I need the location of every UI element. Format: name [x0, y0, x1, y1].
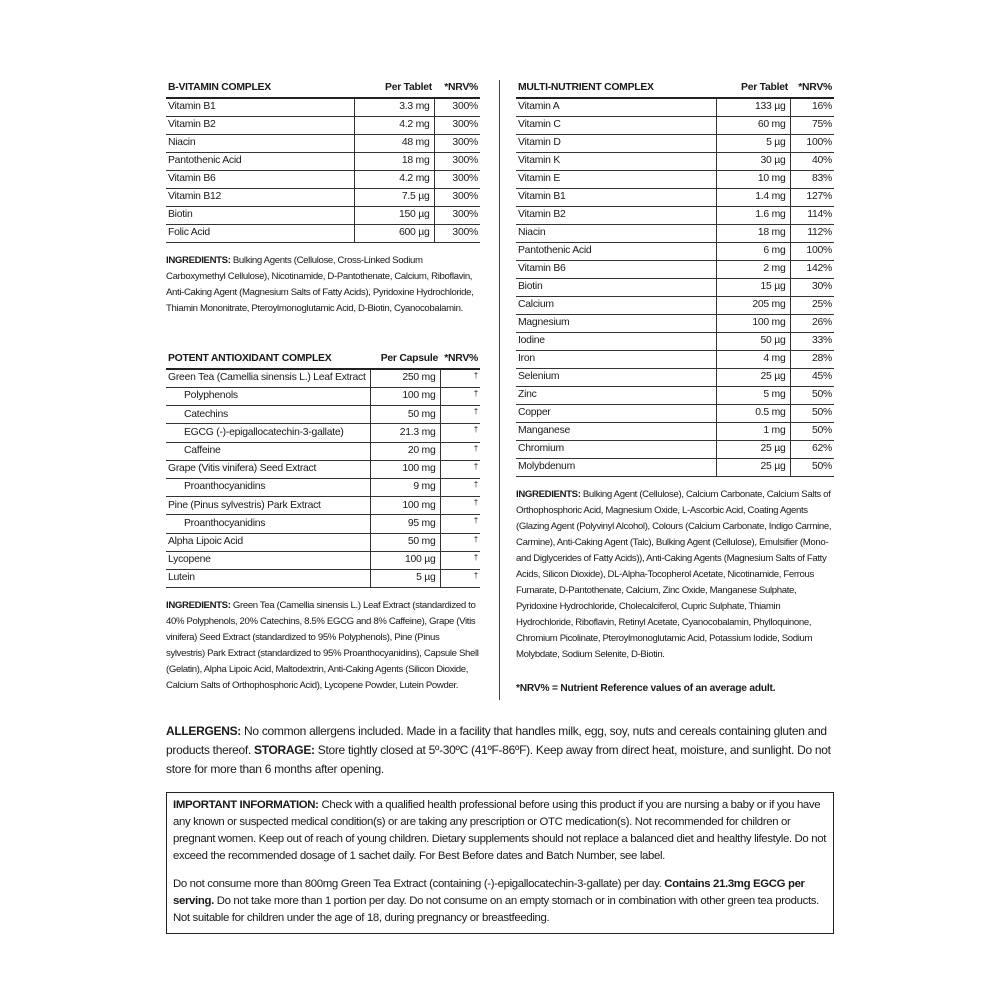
- nutrient-name: Manganese: [516, 422, 716, 440]
- table-row: [516, 440, 834, 458]
- nutrient-nrv: 300%: [434, 98, 480, 116]
- table-row: [516, 206, 834, 224]
- nutrient-nrv: 50%: [790, 458, 834, 476]
- nutrient-name: Lycopene: [166, 551, 370, 569]
- table-row: [516, 134, 834, 152]
- nutrient-amount: 2 mg: [716, 260, 790, 278]
- table-row: [516, 170, 834, 188]
- nutrient-nrv: †: [440, 424, 480, 442]
- table-row: [516, 224, 834, 242]
- nutrient-amount: 4.2 mg: [354, 170, 434, 188]
- nutrient-name: Pantothenic Acid: [516, 242, 716, 260]
- nutrient-nrv: 50%: [790, 404, 834, 422]
- column-header-amount: Per Tablet: [354, 80, 434, 98]
- table-title: POTENT ANTIOXIDANT COMPLEX: [166, 351, 370, 369]
- nutrient-name: Grape (Vitis vinifera) Seed Extract: [166, 460, 370, 478]
- column-divider: [499, 80, 500, 700]
- nutrient-amount: 6 mg: [716, 242, 790, 260]
- important-info-text: Check with a qualified health professional before using this product if you are nursing a baby or if you have any known or suspected medical condition(s) or are taking any prescription or OTC medication(s). Not recommended for children or pregnant women. Keep out of reach of young children. Dietary supplements should not replace a balanced diet and healthy lifestyle. Do not exceed the recommended dosage of 1 sachet daily. For Best Before dates and Batch Number, see label.: [173, 799, 827, 862]
- important-info-paragraph: [173, 797, 827, 865]
- multi-nutrient-table: [516, 80, 834, 477]
- nutrient-nrv: 300%: [434, 206, 480, 224]
- ingredients-text: Bulking Agent (Cellulose), Calcium Carbonate, Calcium Salts of Orthophosphoric Acid, Magnesium Oxide, L-Ascorbic Acid, Coating Agents (Glazing Agent (Polyvinyl Alcohol), Colours (Calcium Carbonate, Indigo Carmine, Carmine), Anti-Caking Agent (Talc), Bulking Agent (Cellulose), Emulsifier (Mono-and Diglycerides of Fatty Acids)), Anti-Caking Agents (Magnesium Salts of Fatty Acids, Silicon Dioxide), DL-Alpha-Tocopherol Acetate, Nicotinamide, Ferrous Fumarate, D-Pantothenate, Calcium, Zinc Oxide, Manganese Sulphate, Pyridoxine Hydrochloride, Cholecalciferol, Cupric Sulphate, Thiamin Hydrochloride, Riboflavin, Retinyl Acetate, Cyanocobalamin, Phylloquinone, Chromium Picolinate, Pteroylmonoglutamic Acid, Potassium Iodide, Sodium Molybdate, Sodium Selenite, D-Biotin.: [516, 488, 832, 660]
- nutrient-amount: 100 mg: [716, 314, 790, 332]
- nutrient-nrv: †: [440, 515, 480, 533]
- b-vitamin-rows: [166, 98, 480, 242]
- allergens-label: ALLERGENS:: [166, 724, 242, 738]
- nutrient-nrv: 62%: [790, 440, 834, 458]
- nutrient-amount: 1.6 mg: [716, 206, 790, 224]
- nutrient-nrv: 83%: [790, 170, 834, 188]
- table-row: [166, 424, 480, 442]
- egcg-content-note: Contains 21.3mg EGCG per serving.: [173, 878, 805, 907]
- nutrient-amount: 100 mg: [370, 460, 440, 478]
- nutrient-name: Proanthocyanidins: [166, 478, 370, 496]
- table-row: [516, 188, 834, 206]
- nutrient-name: Green Tea (Camellia sinensis L.) Leaf Extract: [166, 369, 370, 387]
- antioxidant-table: [166, 351, 480, 588]
- table-row: [166, 497, 480, 515]
- important-information-box: [166, 792, 834, 934]
- nutrient-nrv: †: [440, 442, 480, 460]
- right-column: [516, 80, 834, 694]
- nutrient-nrv: †: [440, 551, 480, 569]
- nutrient-amount: 20 mg: [370, 442, 440, 460]
- multi-nutrient-ingredients: [516, 487, 834, 663]
- ingredients-label: INGREDIENTS:: [166, 600, 231, 612]
- nutrient-amount: 18 mg: [716, 224, 790, 242]
- nutrient-name: Vitamin C: [516, 116, 716, 134]
- nutrient-amount: 25 µg: [716, 440, 790, 458]
- table-header-row: [166, 351, 480, 369]
- nutrient-amount: 50 mg: [370, 406, 440, 424]
- nutrient-nrv: 50%: [790, 386, 834, 404]
- nutrient-name: Alpha Lipoic Acid: [166, 533, 370, 551]
- nutrient-nrv: 100%: [790, 242, 834, 260]
- nutrient-nrv: 300%: [434, 170, 480, 188]
- green-tea-warning-paragraph: [173, 876, 827, 927]
- nutrient-name: Pine (Pinus sylvestris) Park Extract: [166, 497, 370, 515]
- nutrient-name: Zinc: [516, 386, 716, 404]
- table-row: [516, 368, 834, 386]
- nutrient-nrv: 50%: [790, 422, 834, 440]
- nutrient-amount: 100 mg: [370, 388, 440, 406]
- antioxidant-complex-panel: [166, 351, 480, 694]
- nutrient-nrv: †: [440, 388, 480, 406]
- column-header-amount: Per Tablet: [716, 80, 790, 98]
- table-row: [516, 152, 834, 170]
- ingredients-label: INGREDIENTS:: [516, 488, 581, 500]
- table-row: [166, 170, 480, 188]
- nutrient-nrv: 33%: [790, 332, 834, 350]
- multi-nutrient-complex-panel: [516, 80, 834, 694]
- nutrient-nrv: 45%: [790, 368, 834, 386]
- table-row: [516, 98, 834, 116]
- nutrient-amount: 25 µg: [716, 458, 790, 476]
- antioxidant-ingredients: [166, 598, 480, 694]
- nutrient-nrv: 300%: [434, 116, 480, 134]
- table-row: [166, 224, 480, 242]
- storage-label: STORAGE:: [254, 743, 315, 757]
- nutrient-name: Catechins: [166, 406, 370, 424]
- nutrient-amount: 1.4 mg: [716, 188, 790, 206]
- allergens-text: No common allergens included. Made in a facility that handles milk, egg, soy, nuts and cereals containing gluten and products thereof.: [166, 724, 827, 757]
- nutrient-name: Molybdenum: [516, 458, 716, 476]
- b-vitamin-complex-panel: [166, 80, 480, 317]
- ingredients-text: Bulking Agents (Cellulose, Cross-Linked Sodium Carboxymethyl Cellulose), Nicotinamide, D-Pantothenate, Calcium, Riboflavin, Anti-Caking Agent (Magnesium Salts of Fatty Acids), Pyridoxine Hydrochloride, Thiamin Mononitrate, Pteroylmonoglutamic Acid, D-Biotin, Cyanocobalamin.: [166, 254, 474, 314]
- nutrient-amount: 600 µg: [354, 224, 434, 242]
- nutrient-nrv: †: [440, 533, 480, 551]
- table-row: [166, 369, 480, 387]
- ingredients-text: Green Tea (Camellia sinensis L.) Leaf Extract (standardized to 40% Polyphenols, 20% Catechins, 8.5% EGCG and 8% Caffeine), Grape (Vitis vinifera) Seed Extract (standardized to 95% Polyphenols), Pine (Pinus sylvestris) Park Extract (standardized to 95% Proanthocyanidins), Capsule Shell (Gelatin), Alpha Lipoic Acid, Maltodextrin, Anti-Caking Agents (Silicon Dioxide, Calcium Salts of Orthophosphoric Acid), Lycopene Powder, Lutein Powder.: [166, 600, 479, 692]
- nutrient-amount: 250 mg: [370, 369, 440, 387]
- nutrient-nrv: 300%: [434, 152, 480, 170]
- nutrient-amount: 50 mg: [370, 533, 440, 551]
- nutrient-name: Proanthocyanidins: [166, 515, 370, 533]
- table-row: [516, 422, 834, 440]
- nutrient-name: Pantothenic Acid: [166, 152, 354, 170]
- nutrient-name: Biotin: [516, 278, 716, 296]
- nutrient-name: Niacin: [516, 224, 716, 242]
- column-header-nrv: *NRV%: [440, 351, 480, 369]
- column-header-amount: Per Capsule: [370, 351, 440, 369]
- nutrient-amount: 3.3 mg: [354, 98, 434, 116]
- table-row: [166, 478, 480, 496]
- nutrient-nrv: 40%: [790, 152, 834, 170]
- warning-text: Do not consume more than 800mg Green Tea Extract (containing (-)-epigallocatechin-3-gallate) per day.: [173, 878, 665, 890]
- nutrient-nrv: 16%: [790, 98, 834, 116]
- nutrient-name: Magnesium: [516, 314, 716, 332]
- table-row: [516, 242, 834, 260]
- nutrient-nrv: 300%: [434, 188, 480, 206]
- nutrient-nrv: 142%: [790, 260, 834, 278]
- table-row: [516, 350, 834, 368]
- nutrient-name: Polyphenols: [166, 388, 370, 406]
- nutrient-amount: 25 µg: [716, 368, 790, 386]
- nutrient-amount: 95 mg: [370, 515, 440, 533]
- nutrient-nrv: †: [440, 406, 480, 424]
- nutrient-name: Vitamin B2: [516, 206, 716, 224]
- table-row: [516, 458, 834, 476]
- nutrient-name: Chromium: [516, 440, 716, 458]
- table-row: [166, 406, 480, 424]
- table-row: [166, 98, 480, 116]
- nutrient-name: EGCG (-)-epigallocatechin-3-gallate): [166, 424, 370, 442]
- nutrient-amount: 150 µg: [354, 206, 434, 224]
- multi-nutrient-rows: [516, 98, 834, 476]
- table-row: [166, 134, 480, 152]
- nutrient-nrv: 28%: [790, 350, 834, 368]
- table-title: MULTI-NUTRIENT COMPLEX: [516, 80, 716, 98]
- table-row: [516, 296, 834, 314]
- nutrient-name: Vitamin B1: [516, 188, 716, 206]
- nutrient-amount: 4 mg: [716, 350, 790, 368]
- table-row: [516, 260, 834, 278]
- nutrient-amount: 0.5 mg: [716, 404, 790, 422]
- table-row: [516, 386, 834, 404]
- nutrient-nrv: †: [440, 497, 480, 515]
- nutrient-name: Vitamin K: [516, 152, 716, 170]
- warning-text-continued: Do not take more than 1 portion per day. Do not consume on an empty stomach or in combination with other green tea products. Not suitable for children under the age of 18, during pregnancy or breastfeeding.: [173, 895, 819, 924]
- table-row: [166, 188, 480, 206]
- nutrient-nrv: 30%: [790, 278, 834, 296]
- nutrient-amount: 133 µg: [716, 98, 790, 116]
- table-row: [166, 442, 480, 460]
- b-vitamin-table: [166, 80, 480, 243]
- nutrient-name: Iodine: [516, 332, 716, 350]
- nutrient-name: Vitamin B12: [166, 188, 354, 206]
- nutrient-name: Calcium: [516, 296, 716, 314]
- nutrient-amount: 9 mg: [370, 478, 440, 496]
- table-row: [516, 278, 834, 296]
- nutrient-amount: 48 mg: [354, 134, 434, 152]
- storage-text: Store tightly closed at 5º-30ºC (41ºF-86ºF). Keep away from direct heat, moisture, and sunlight. Do not store for more than 6 months after opening.: [166, 743, 831, 776]
- nutrient-nrv: 300%: [434, 224, 480, 242]
- table-row: [166, 515, 480, 533]
- important-info-label: IMPORTANT INFORMATION:: [173, 799, 319, 811]
- nutrient-nrv: 112%: [790, 224, 834, 242]
- table-header-row: [166, 80, 480, 98]
- ingredients-label: INGREDIENTS:: [166, 254, 231, 266]
- table-row: [516, 314, 834, 332]
- nutrient-amount: 15 µg: [716, 278, 790, 296]
- nutrient-nrv: 127%: [790, 188, 834, 206]
- nutrient-amount: 60 mg: [716, 116, 790, 134]
- column-header-nrv: *NRV%: [434, 80, 480, 98]
- table-row: [516, 332, 834, 350]
- table-title: B-VITAMIN COMPLEX: [166, 80, 354, 98]
- nutrient-amount: 1 mg: [716, 422, 790, 440]
- nutrient-amount: 5 µg: [716, 134, 790, 152]
- table-row: [166, 388, 480, 406]
- nutrient-amount: 100 mg: [370, 497, 440, 515]
- table-row: [166, 152, 480, 170]
- nutrient-amount: 50 µg: [716, 332, 790, 350]
- nutrient-name: Vitamin B2: [166, 116, 354, 134]
- table-row: [166, 551, 480, 569]
- table-row: [516, 404, 834, 422]
- nutrient-nrv: 300%: [434, 134, 480, 152]
- nutrient-amount: 10 mg: [716, 170, 790, 188]
- nutrient-name: Copper: [516, 404, 716, 422]
- nutrient-nrv: †: [440, 569, 480, 587]
- nutrient-amount: 5 µg: [370, 569, 440, 587]
- nutrient-amount: 205 mg: [716, 296, 790, 314]
- table-row: [166, 533, 480, 551]
- column-header-nrv: *NRV%: [790, 80, 834, 98]
- nutrient-name: Vitamin D: [516, 134, 716, 152]
- nrv-footnote: *NRV% = Nutrient Reference values of an average adult.: [516, 682, 776, 694]
- nutrient-nrv: 75%: [790, 116, 834, 134]
- table-row: [166, 569, 480, 587]
- nutrient-nrv: 100%: [790, 134, 834, 152]
- nutrient-amount: 30 µg: [716, 152, 790, 170]
- nutrient-amount: 18 mg: [354, 152, 434, 170]
- allergens-storage-block: [166, 722, 834, 779]
- nutrient-name: Caffeine: [166, 442, 370, 460]
- nutrient-name: Selenium: [516, 368, 716, 386]
- nutrient-nrv: †: [440, 369, 480, 387]
- table-row: [166, 206, 480, 224]
- nutrient-name: Niacin: [166, 134, 354, 152]
- nutrient-amount: 4.2 mg: [354, 116, 434, 134]
- left-column: [166, 80, 480, 694]
- antioxidant-rows: [166, 369, 480, 587]
- table-row: [166, 116, 480, 134]
- table-row: [516, 116, 834, 134]
- table-header-row: [516, 80, 834, 98]
- nutrient-amount: 100 µg: [370, 551, 440, 569]
- nutrient-name: Vitamin B6: [166, 170, 354, 188]
- nutrient-name: Biotin: [166, 206, 354, 224]
- nutrient-amount: 7.5 µg: [354, 188, 434, 206]
- nutrient-amount: 21.3 mg: [370, 424, 440, 442]
- nutrient-nrv: 26%: [790, 314, 834, 332]
- nutrient-name: Lutein: [166, 569, 370, 587]
- nutrient-amount: 5 mg: [716, 386, 790, 404]
- b-vitamin-ingredients: [166, 253, 480, 317]
- nutrient-name: Vitamin B1: [166, 98, 354, 116]
- nutrient-name: Vitamin B6: [516, 260, 716, 278]
- nutrient-nrv: 25%: [790, 296, 834, 314]
- table-row: [166, 460, 480, 478]
- nutrient-nrv: †: [440, 478, 480, 496]
- nutrient-nrv: †: [440, 460, 480, 478]
- nutrient-name: Iron: [516, 350, 716, 368]
- nutrient-name: Vitamin A: [516, 98, 716, 116]
- nutrient-name: Vitamin E: [516, 170, 716, 188]
- nutrient-nrv: 114%: [790, 206, 834, 224]
- nutrient-name: Folic Acid: [166, 224, 354, 242]
